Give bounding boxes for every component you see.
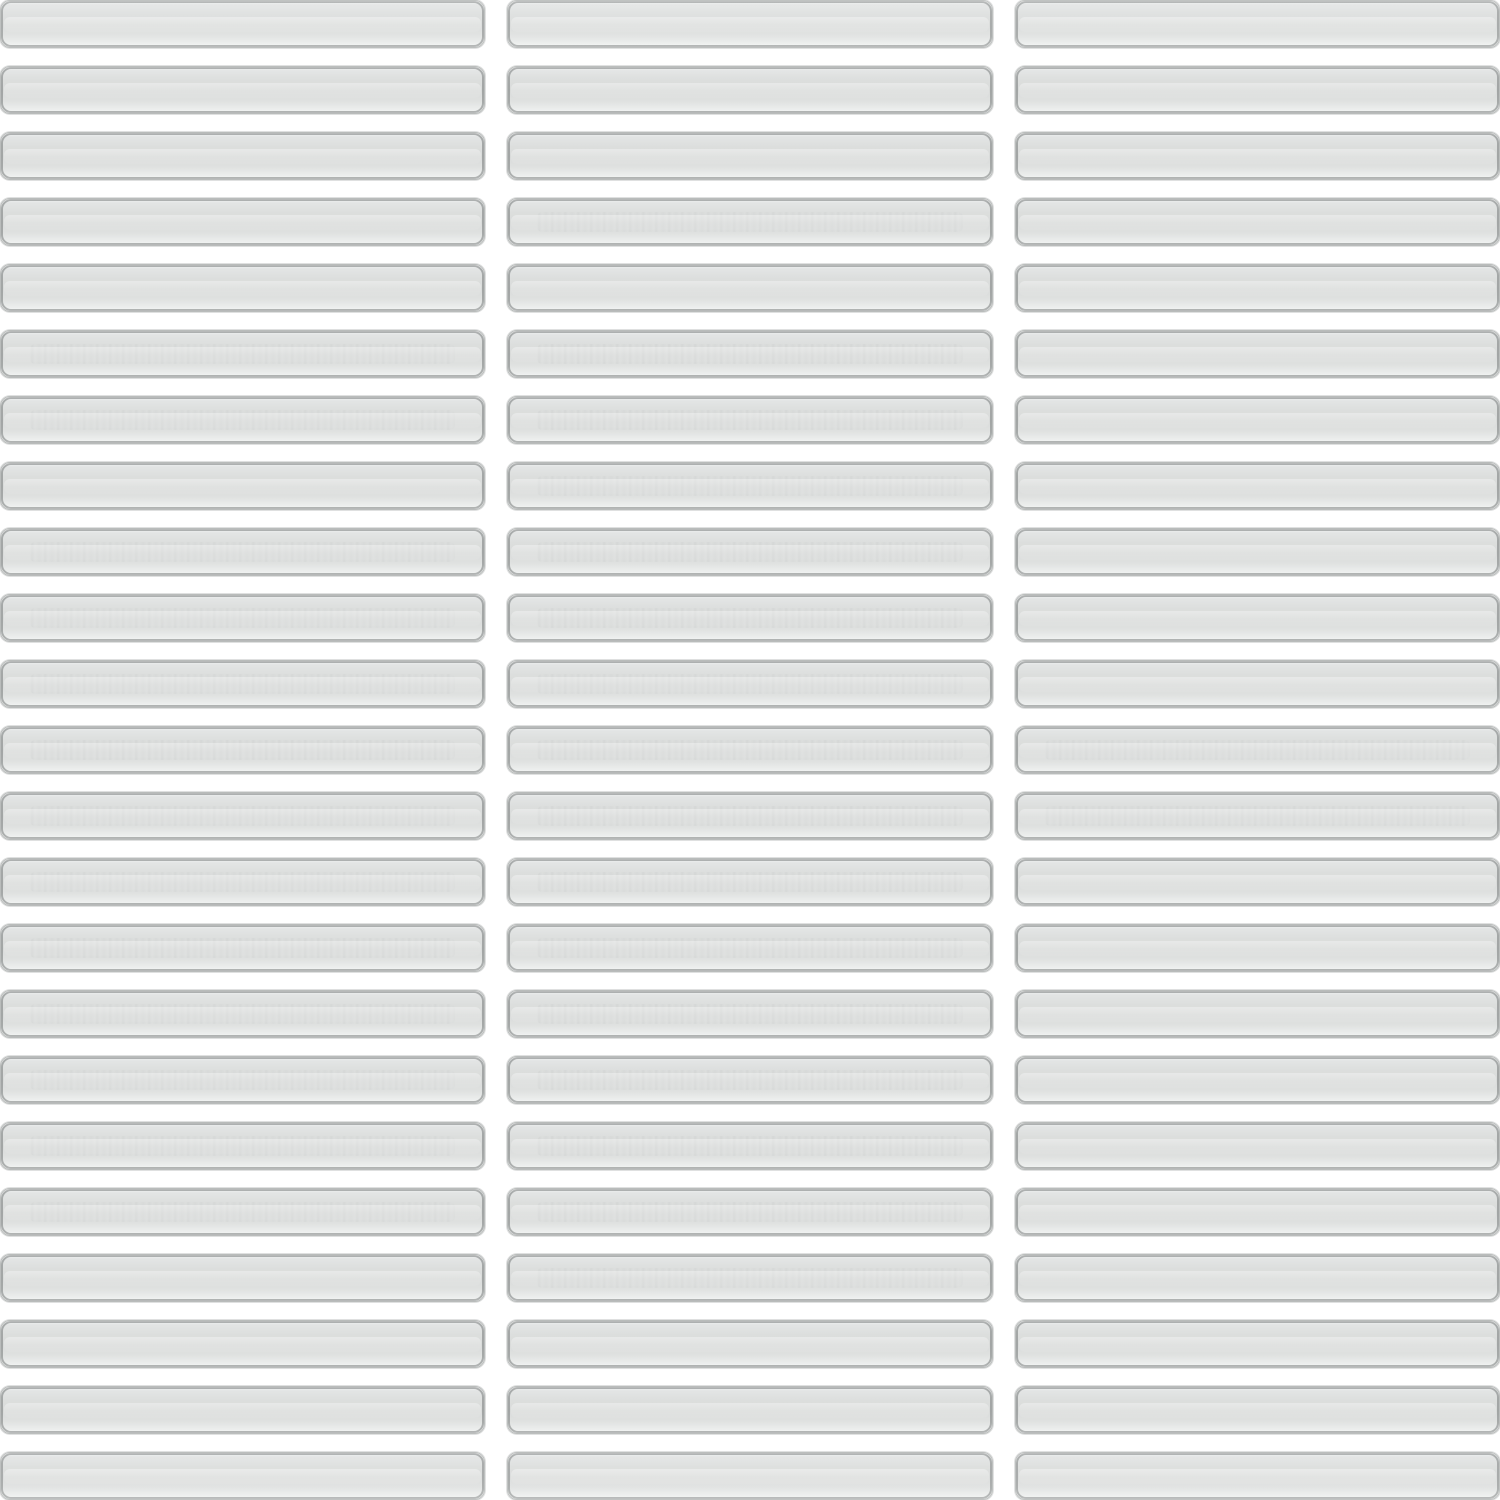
tile-column-right xyxy=(1015,0,1500,1500)
tile-row xyxy=(0,0,485,48)
tile-texture xyxy=(537,674,962,694)
tile-row xyxy=(1015,990,1500,1038)
tile-texture xyxy=(30,608,455,628)
tile-texture xyxy=(30,1136,455,1156)
tile-row xyxy=(0,528,485,576)
tile-row xyxy=(1015,132,1500,180)
tile-row xyxy=(507,330,992,378)
tile-row xyxy=(507,66,992,114)
tile-texture xyxy=(537,212,962,232)
tile-row xyxy=(507,660,992,708)
tile-row xyxy=(507,528,992,576)
tile-row xyxy=(1015,330,1500,378)
tile-texture xyxy=(537,608,962,628)
tile-row xyxy=(0,990,485,1038)
tile-texture xyxy=(537,542,962,562)
tile-row xyxy=(1015,0,1500,48)
tile-row xyxy=(0,66,485,114)
tile-column-center xyxy=(507,0,992,1500)
tile-texture xyxy=(1045,740,1470,760)
tile-texture xyxy=(537,476,962,496)
tile-texture xyxy=(30,806,455,826)
tile-texture xyxy=(30,674,455,694)
tile-row xyxy=(1015,1254,1500,1302)
tile-texture xyxy=(537,1136,962,1156)
tile-row xyxy=(1015,528,1500,576)
tile-row xyxy=(507,132,992,180)
tile-texture xyxy=(537,344,962,364)
tile-row xyxy=(507,396,992,444)
tile-texture xyxy=(537,1202,962,1222)
tile-row xyxy=(507,594,992,642)
tile-row xyxy=(507,198,992,246)
tile-row xyxy=(1015,1320,1500,1368)
tile-row xyxy=(0,462,485,510)
tile-row xyxy=(1015,1386,1500,1434)
tile-row xyxy=(0,660,485,708)
tile-row xyxy=(0,792,485,840)
tile-row xyxy=(0,1188,485,1236)
tile-row xyxy=(507,1188,992,1236)
tile-row xyxy=(1015,462,1500,510)
tile-texture xyxy=(1045,806,1470,826)
tile-row xyxy=(1015,858,1500,906)
tile-texture xyxy=(537,740,962,760)
tile-row xyxy=(1015,198,1500,246)
tile-row xyxy=(507,1386,992,1434)
tile-row xyxy=(1015,66,1500,114)
tile-column-left xyxy=(0,0,485,1500)
tile-row xyxy=(1015,924,1500,972)
tile-row xyxy=(0,594,485,642)
tile-row xyxy=(0,132,485,180)
tile-row xyxy=(507,1122,992,1170)
tile-row xyxy=(507,462,992,510)
tile-row xyxy=(0,1320,485,1368)
tile-row xyxy=(0,1056,485,1104)
tile-row xyxy=(1015,1122,1500,1170)
tile-row xyxy=(0,1122,485,1170)
tile-row xyxy=(0,1254,485,1302)
tile-texture xyxy=(30,344,455,364)
tile-row xyxy=(0,924,485,972)
tile-row xyxy=(1015,594,1500,642)
tile-row xyxy=(507,726,992,774)
tile-texture xyxy=(30,1202,455,1222)
tile-row xyxy=(507,1056,992,1104)
tile-row xyxy=(507,858,992,906)
tile-texture xyxy=(537,1268,962,1288)
tile-texture xyxy=(30,410,455,430)
tile-row xyxy=(1015,396,1500,444)
tile-texture xyxy=(30,740,455,760)
tile-texture xyxy=(537,410,962,430)
tile-row xyxy=(0,198,485,246)
tile-row xyxy=(0,396,485,444)
tile-texture xyxy=(537,806,962,826)
tile-texture xyxy=(537,1004,962,1024)
tile-row xyxy=(1015,660,1500,708)
tile-texture xyxy=(30,872,455,892)
tile-row xyxy=(507,264,992,312)
tile-row xyxy=(0,726,485,774)
tile-texture xyxy=(30,1070,455,1090)
tile-row xyxy=(1015,1188,1500,1236)
tile-row xyxy=(507,0,992,48)
tile-row xyxy=(507,792,992,840)
tile-texture xyxy=(537,1070,962,1090)
tile-texture xyxy=(537,872,962,892)
tile-row xyxy=(1015,726,1500,774)
tile-row xyxy=(1015,1056,1500,1104)
tile-texture xyxy=(537,938,962,958)
tile-row xyxy=(507,924,992,972)
tile-row xyxy=(0,1452,485,1500)
tile-texture xyxy=(30,1004,455,1024)
tile-row xyxy=(0,264,485,312)
tile-row xyxy=(1015,792,1500,840)
tile-texture xyxy=(30,938,455,958)
tile-row xyxy=(507,1320,992,1368)
tile-texture xyxy=(30,542,455,562)
tile-row xyxy=(507,1254,992,1302)
tile-row xyxy=(0,330,485,378)
tile-row xyxy=(507,1452,992,1500)
tile-row xyxy=(1015,264,1500,312)
tile-row xyxy=(507,990,992,1038)
tile-row xyxy=(1015,1452,1500,1500)
tile-row xyxy=(0,1386,485,1434)
tile-row xyxy=(0,858,485,906)
